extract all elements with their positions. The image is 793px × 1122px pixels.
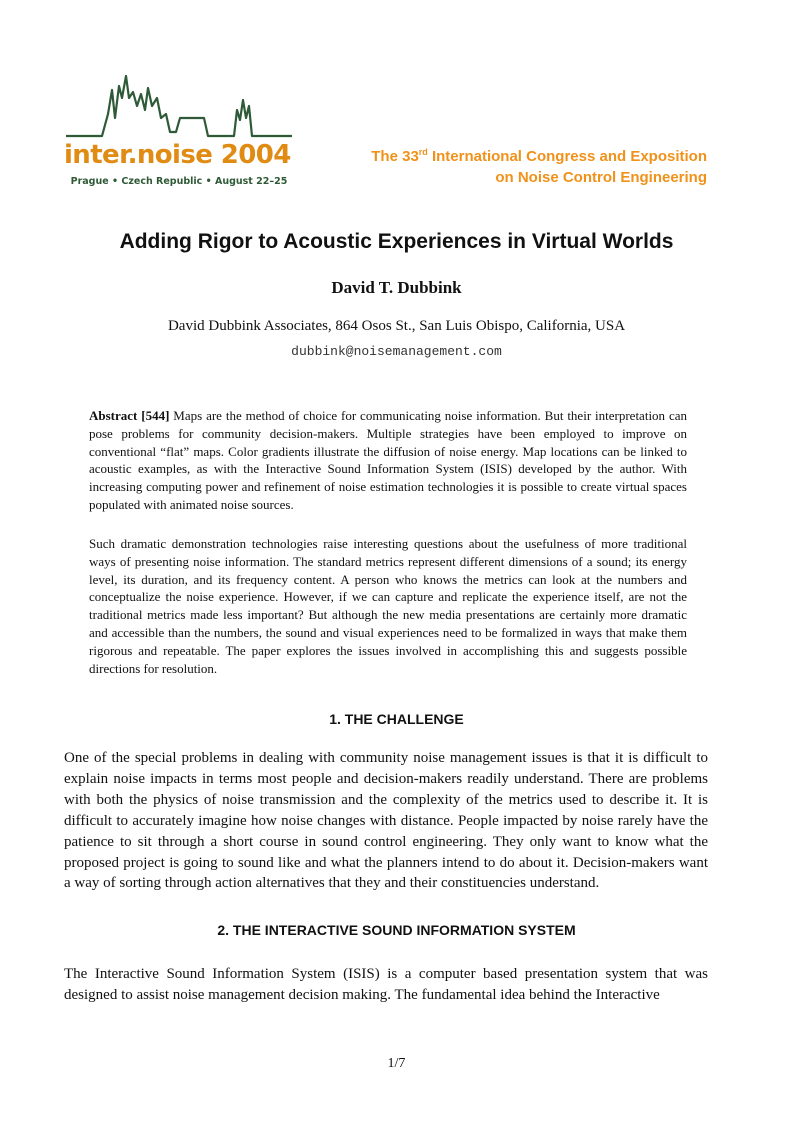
congress-suffix: International Congress and Exposition xyxy=(427,148,707,165)
conference-logo xyxy=(62,70,296,192)
abstract-paragraph-2: Such dramatic demonstration technologies raise interesting questions about the usefulness of more traditional ways of presenting noise information. The standard metrics represent different dimensions of a sound; its energy level, its duration, and its frequency content. A person who knows the metrics can look at the numbers and conceptualize the noise experience. However, if we can capture and replicate the experience itself, are not the traditional metrics made less important? But although the new media presentations are certainly more dramatic and accessible than the numbers, the sound and visual experiences need to be formalized in ways that make them rigorous and repeatable. The paper explores the issues involved in accomplishing this and suggests possible directions for resolution. xyxy=(89,536,687,676)
section-text-isis: The Interactive Sound Information System (ISIS) is a computer based presentation system that was designed to assist noise management decision making. The fundamental idea behind the Interactive xyxy=(64,966,708,1003)
congress-line-2: on Noise Control Engineering xyxy=(495,169,707,186)
page-number: 1/7 xyxy=(387,1056,406,1071)
abstract-text-1: Maps are the method of choice for communicating noise information. But their interpretation can pose problems for community decision-makers. Multiple strategies have been employed to improve on conventional “flat” maps. Color gradients illustrate the diffusion of noise energy. Map locations can be linked to acoustic examples, as with the Interactive Sound Information System (ISIS) developed by the author. With increasing computing power and refinement of noise estimation technologies it is possible to create virtual spaces populated with animated noise sources. xyxy=(89,408,687,512)
author-affiliation: David Dubbink Associates, 864 Osos St., San Luis Obispo, California, USA xyxy=(167,318,626,334)
skyline-graphic xyxy=(62,70,296,192)
logo-subtitle: Prague • Czech Republic • August 22–25 xyxy=(70,176,288,187)
congress-title xyxy=(371,146,707,188)
congress-line-1 xyxy=(371,146,707,167)
section-heading-isis: 2. THE INTERACTIVE SOUND INFORMATION SYSTEM xyxy=(217,922,576,938)
section-heading-challenge: 1. THE CHALLENGE xyxy=(329,711,464,727)
abstract-paragraph-1 xyxy=(89,407,687,514)
congress-ordinal: rd xyxy=(418,147,428,157)
author-email[interactable]: dubbink@noisemanagement.com xyxy=(291,344,502,359)
abstract-label: Abstract [544] xyxy=(89,408,170,423)
author-name: David T. Dubbink xyxy=(331,278,462,297)
section-text-challenge: One of the special problems in dealing with community noise management issues is that it is difficult to explain noise impacts in terms most people and decision-makers readily understand. There are problems with both the physics of noise transmission and the complexity of the metrics used to describe it. It is difficult to accurately imagine how noise changes with distance. People impacted by noise rarely have the patience to sit through a short course in sound control engineering. They only want to know what the proposed project is going to sound like and what the planners intend to do about it. Decision-makers want a way of sorting through action alternatives that they and their constituencies understand. xyxy=(64,750,708,892)
logo-wordmark: inter.noise 2004 xyxy=(64,140,291,170)
paper-title: Adding Rigor to Acoustic Experiences in Virtual Worlds xyxy=(119,230,674,253)
congress-prefix: The 33 xyxy=(371,148,419,165)
